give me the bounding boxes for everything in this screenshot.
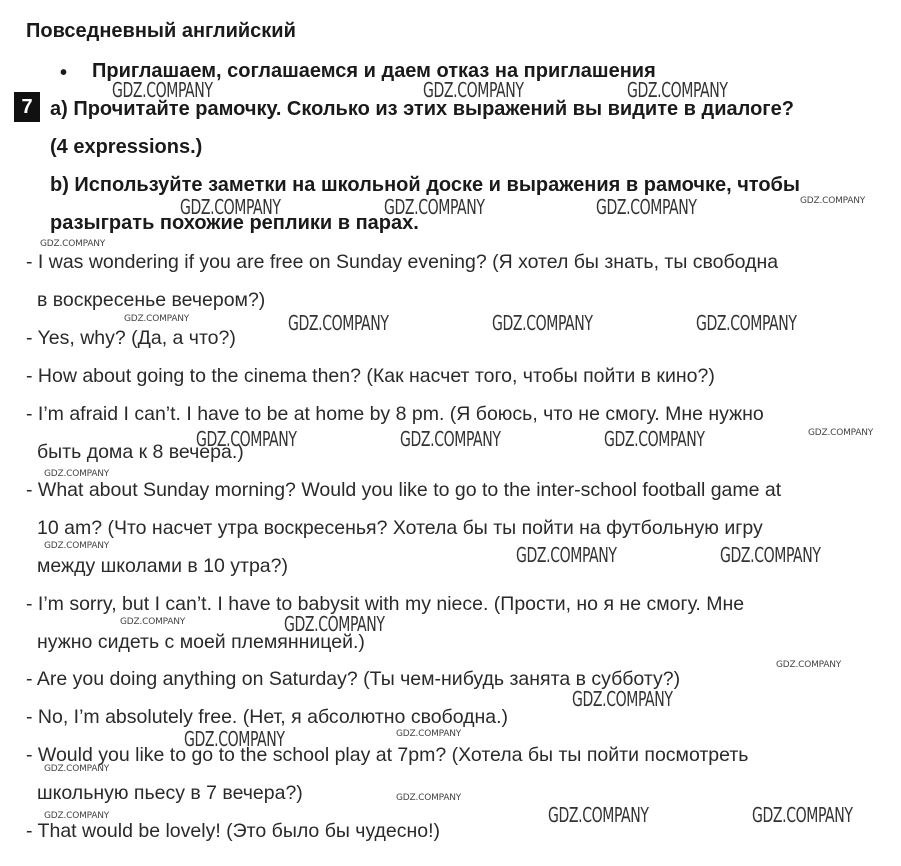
dialogue-line: - What about Sunday morning? Would you like to go to the inter-school football game at bbox=[26, 479, 782, 501]
bullet-marker: • bbox=[60, 62, 68, 84]
watermark: GDZ.COMPANY bbox=[423, 78, 524, 102]
dialogue-line: школьную пьесу в 7 вечера?) bbox=[37, 782, 303, 804]
watermark: GDZ.COMPANY bbox=[492, 311, 593, 335]
dialogue-line: 10 am? (Что насчет утра воскресенья? Хотела бы ты пойти на футбольную игру bbox=[37, 517, 763, 539]
dialogue-line: - No, I’m absolutely free. (Нет, я абсолютно свободна.) bbox=[26, 706, 509, 728]
watermark: GDZ.COMPANY bbox=[596, 195, 697, 219]
bullet-text: Приглашаем, соглашаемся и даем отказ на приглашения bbox=[92, 60, 656, 82]
watermark: GDZ.COMPANY bbox=[572, 687, 673, 711]
watermark: GDZ.COMPANY bbox=[288, 311, 389, 335]
dialogue-line: - Yes, why? (Да, а что?) bbox=[26, 327, 236, 349]
watermark: GDZ.COMPANY bbox=[400, 427, 501, 451]
dialogue-line: в воскресенье вечером?) bbox=[37, 289, 266, 311]
task-a: a) Прочитайте рамочку. Сколько из этих выражений вы видите в диалоге? bbox=[50, 98, 794, 120]
watermark: GDZ.COMPANY bbox=[284, 612, 385, 636]
dialogue-line: - That would be lovely! (Это было бы чудесно!) bbox=[26, 820, 441, 842]
watermark-small: GDZ.COMPANY bbox=[44, 541, 110, 551]
watermark-small: GDZ.COMPANY bbox=[800, 196, 866, 206]
watermark-small: GDZ.COMPANY bbox=[124, 314, 190, 324]
watermark-small: GDZ.COMPANY bbox=[396, 729, 462, 739]
watermark: GDZ.COMPANY bbox=[196, 427, 297, 451]
answer-a: (4 expressions.) bbox=[50, 136, 203, 158]
dialogue-line: - Are you doing anything on Saturday? (Ты чем-нибудь занята в субботу?) bbox=[26, 668, 681, 690]
dialogue-line: нужно сидеть с моей племянницей.) bbox=[37, 631, 365, 653]
watermark: GDZ.COMPANY bbox=[720, 543, 821, 567]
dialogue-line: быть дома к 8 вечера.) bbox=[37, 441, 244, 463]
watermark-small: GDZ.COMPANY bbox=[396, 793, 462, 803]
watermark-small: GDZ.COMPANY bbox=[44, 811, 110, 821]
watermark: GDZ.COMPANY bbox=[752, 803, 853, 827]
dialogue-line: - How about going to the cinema then? (Как насчет того, чтобы пойти в кино?) bbox=[26, 365, 715, 387]
dialogue-line: - Would you like to go to the school play at 7pm? (Хотела бы ты пойти посмотреть bbox=[26, 744, 749, 766]
watermark: GDZ.COMPANY bbox=[627, 78, 728, 102]
watermark: GDZ.COMPANY bbox=[696, 311, 797, 335]
watermark-small: GDZ.COMPANY bbox=[776, 660, 842, 670]
watermark: GDZ.COMPANY bbox=[184, 727, 285, 751]
watermark: GDZ.COMPANY bbox=[384, 195, 485, 219]
exercise-number-badge: 7 bbox=[14, 92, 40, 122]
dialogue-line: - I was wondering if you are free on Sunday evening? (Я хотел бы знать, ты свободна bbox=[26, 251, 779, 273]
dialogue-line: - I’m afraid I can’t. I have to be at home by 8 pm. (Я боюсь, что не смогу. Мне нужно bbox=[26, 403, 764, 425]
section-title: Повседневный английский bbox=[26, 20, 296, 42]
watermark: GDZ.COMPANY bbox=[548, 803, 649, 827]
watermark-small: GDZ.COMPANY bbox=[808, 428, 874, 438]
task-b-line2: разыграть похожие реплики в парах. bbox=[50, 212, 419, 234]
watermark: GDZ.COMPANY bbox=[180, 195, 281, 219]
watermark: GDZ.COMPANY bbox=[604, 427, 705, 451]
watermark: GDZ.COMPANY bbox=[516, 543, 617, 567]
watermark-small: GDZ.COMPANY bbox=[40, 239, 106, 249]
dialogue-line: - I’m sorry, but I can’t. I have to babysit with my niece. (Прости, но я не смогу. Мне bbox=[26, 593, 745, 615]
dialogue-line: между школами в 10 утра?) bbox=[37, 555, 288, 577]
watermark: GDZ.COMPANY bbox=[112, 78, 213, 102]
task-b-line1: b) Используйте заметки на школьной доске и выражения в рамочке, чтобы bbox=[50, 174, 800, 196]
watermark-small: GDZ.COMPANY bbox=[44, 469, 110, 479]
watermark-small: GDZ.COMPANY bbox=[120, 617, 186, 627]
watermark-small: GDZ.COMPANY bbox=[44, 764, 110, 774]
